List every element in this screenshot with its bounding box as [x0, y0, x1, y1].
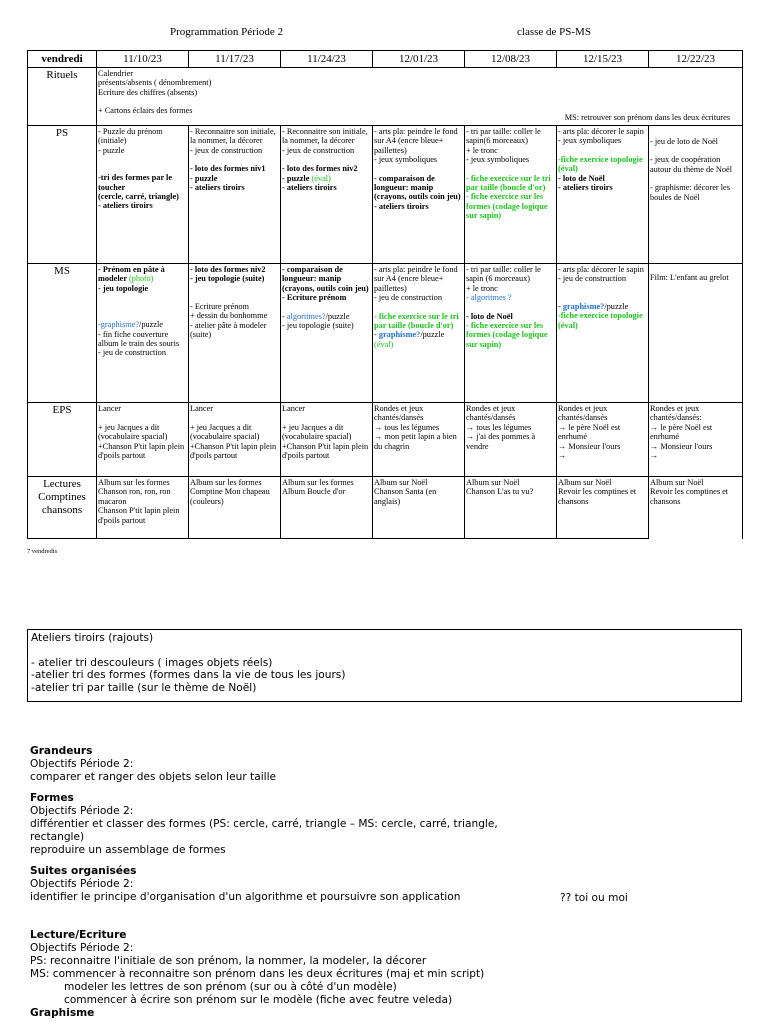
cell-text: - graphisme: décorer les boules de Noël — [650, 183, 730, 202]
objective-line: modeler les lettres de son prénom (sur ou à côté d'un modèle) — [64, 981, 397, 994]
cell-text: Rondes et jeux chantés/dansés → tous les légumes → mon petit lapin a bien du chagrin — [374, 404, 457, 451]
cell-text: Album sur Noël Revoir les comptines et chansons — [650, 478, 729, 506]
rituels-line: Calendrier — [98, 69, 134, 78]
date-header: 12/01/23 — [373, 51, 465, 68]
row-label: EPS — [28, 403, 97, 477]
cell-text: graphisme? — [378, 330, 421, 340]
ateliers-item: -atelier tri par taille (sur le thème de Noël) — [31, 682, 257, 695]
table-cell — [557, 403, 649, 477]
section-title: Grandeurs — [30, 745, 93, 757]
cell-text: - fiche exercice sur le tri par taille (boucle d'or) — [374, 311, 459, 330]
table-cell — [373, 126, 465, 264]
objectives-formes — [30, 792, 498, 857]
cell-text: - Reconnaitre son initiale, la nommer, la décorer - jeux de construction — [282, 127, 368, 155]
table-row-rituels — [28, 68, 743, 126]
cell-text: - arts pla: décorer le sapin - jeux symboliques — [558, 127, 644, 146]
programming-table — [27, 50, 743, 539]
table-cell — [97, 264, 189, 403]
ateliers-item: - atelier tri descouleurs ( images objets réels) — [31, 656, 273, 669]
cell-text: Album sur les formes Comptine Mon chapeau (couleurs) — [190, 478, 270, 506]
objectives-lecture — [30, 929, 484, 1020]
table-cell — [649, 264, 743, 403]
rituels-line: + Cartons éclairs des formes — [98, 106, 193, 116]
table-cell — [189, 403, 281, 477]
cell-text: /puzzle — [604, 301, 629, 311]
cell-text: - loto de Noël — [466, 311, 513, 321]
cell-text: - Reconnaitre son initiale, la nommer, la décorer - jeux de construction — [190, 127, 276, 155]
table-cell — [465, 477, 557, 539]
section-title: Lecture/Ecriture — [30, 929, 127, 941]
row-label: Lectures Comptines chansons — [28, 477, 97, 539]
table-cell — [649, 477, 743, 539]
cell-text: Album sur Noël Chanson L'as tu vu? — [466, 478, 534, 497]
table-cell — [97, 477, 189, 539]
table-header-row — [28, 51, 743, 68]
date-header: 12/22/23 — [649, 51, 743, 68]
cell-text: -graphisme? — [98, 320, 140, 330]
objectives-suites — [30, 865, 460, 904]
cell-text: - jeu topologie — [98, 283, 149, 293]
rituels-line: présents/absents ( dénombrement) — [98, 78, 212, 88]
cell-text: Album sur les formes Album Boucle d'or — [282, 478, 354, 497]
table-cell — [465, 403, 557, 477]
cell-text: - arts pla: peindre le fond sur A4 (encre bleue+ paillettes) - jeu de construction — [374, 265, 458, 303]
rituels-line: Ecriture des chiffres (absents) — [98, 87, 198, 97]
cell-text: - jeu de loto de Noël — [650, 137, 718, 146]
cell-text: - tri par taille: coller le sapin (6 morceaux) + le tronc — [466, 265, 541, 293]
ateliers-box — [27, 629, 742, 702]
page-title: Programmation Période 2 — [170, 26, 284, 38]
cell-text: graphisme? — [562, 301, 605, 311]
cell-text: -fiche exercice topologie (éval) — [558, 154, 643, 174]
rituels-ms-note: MS: retrouver son prénom dans les deux écritures — [564, 112, 730, 122]
objective-line: reproduire un assemblage de formes — [30, 844, 226, 857]
objective-line: commencer à écrire son prénom sur le modèle (fiche avec feutre veleda) — [64, 994, 453, 1007]
rituels-cell — [97, 68, 743, 126]
table-cell — [465, 126, 557, 264]
table-cell — [189, 126, 281, 264]
cell-text: /puzzle — [420, 330, 445, 340]
cell-text: Album sur Noël Revoir les comptines et chansons — [558, 478, 637, 506]
cell-text: - ateliers tiroirs — [282, 182, 337, 192]
table-cell — [557, 264, 649, 403]
cell-text: - jeux de coopération autour du thème de Noël — [650, 155, 733, 174]
cell-text: Album sur Noël Chanson Santa (en anglais) — [374, 478, 437, 506]
table-cell — [557, 477, 649, 539]
table-cell — [97, 126, 189, 264]
table-row-eps — [28, 403, 743, 477]
table-cell — [281, 126, 373, 264]
table-cell — [189, 264, 281, 403]
table-row-lectures — [28, 477, 743, 539]
cell-text: - arts pla: décorer le sapin - jeu de construction — [558, 265, 644, 284]
table-cell — [373, 264, 465, 403]
ateliers-item: -atelier tri des formes (formes dans la vie de tous les jours) — [31, 669, 346, 682]
objective-line: PS: reconnaitre l'initiale de son prénom, la nommer, la modeler, la décorer — [30, 955, 427, 968]
cell-text: Rondes et jeux chantés/dansés → tous les légumes → j'ai des pommes à vendre — [466, 404, 536, 451]
cell-text: Rondes et jeux chantés/dansés → le père Noël est enrhumé → Monsieur l'ours → — [558, 404, 621, 460]
cell-text: - — [374, 330, 379, 340]
table-cell — [281, 264, 373, 403]
date-header: 11/17/23 — [189, 51, 281, 68]
objective-line: Objectifs Période 2: — [30, 878, 134, 891]
table-cell — [649, 403, 743, 477]
cell-text: - tri par taille: coller le sapin(6 morceaux) + le tronc - jeux symboliques — [466, 127, 541, 165]
class-label: classe de PS-MS — [517, 26, 591, 38]
table-cell — [465, 264, 557, 403]
cell-text: /puzzle — [139, 320, 163, 330]
cell-text: Film: L'enfant au grelot — [650, 273, 729, 282]
cell-text: algoritmes? — [286, 311, 326, 321]
cell-text: Lancer + jeu Jacques a dit (vocabulaire spacial) +Chanson P'tit lapin plein d'poils partout — [190, 404, 277, 460]
cell-text: Lancer + jeu Jacques a dit (vocabulaire spacial) +Chanson P'tit lapin plein d'poils partout — [282, 404, 369, 460]
table-cell — [557, 126, 649, 264]
row-label: MS — [28, 264, 97, 403]
cell-text: - fiche exercice sur les formes (codage logique sur sapin) — [466, 320, 548, 349]
objective-line: comparer et ranger des objets selon leur taille — [30, 771, 277, 784]
table-cell — [189, 477, 281, 539]
corner-header: vendredi — [28, 51, 97, 68]
objective-line: Objectifs Période 2: — [30, 805, 134, 818]
objective-line: MS: commencer à reconnaitre son prénom dans les deux écritures (maj et min script) — [30, 968, 485, 981]
objective-line: Objectifs Période 2: — [30, 758, 134, 771]
objectives-grandeurs — [30, 745, 276, 784]
cell-text: - loto des formes niv1 - puzzle - ateliers tiroirs — [190, 164, 266, 192]
objective-line: identifier le principe d'organisation d'un algorithme et poursuivre son application — [30, 891, 461, 904]
cell-text: - algoritmes ? — [466, 293, 512, 303]
row-label: PS — [28, 126, 97, 264]
cell-text: - arts pla: peindre le fond sur A4 (encre bleue+ paillettes) - jeux symboliques — [374, 127, 458, 165]
cell-text: - loto de Noël - ateliers tiroirs — [558, 173, 613, 192]
cell-text: Rondes et jeux chantés/dansés: → le père Noël est enrhumé → Monsieur l'ours → — [650, 404, 713, 460]
table-cell — [97, 403, 189, 477]
footnote: 7 vendredis — [27, 548, 58, 555]
cell-text: - comparaison de longueur: manip (crayons, outils coin jeu) - Ecriture prénom — [282, 265, 369, 303]
photo-mark: (photo) — [128, 274, 154, 284]
cell-text: - fin fiche couverture album le train des souris - jeu de construction — [98, 329, 180, 358]
row-label: Rituels — [28, 68, 97, 126]
cell-text: - — [558, 301, 563, 311]
cell-text: - fiche exercice sur le tri par taille (boucle d'or) - fiche exercice sur les formes (codage logique sur sapin) — [466, 173, 551, 220]
table-cell — [281, 477, 373, 539]
cell-text: - — [282, 311, 287, 321]
cell-text: /puzzle — [325, 311, 350, 321]
section-title: Suites organisées — [30, 865, 137, 877]
date-header: 11/10/23 — [97, 51, 189, 68]
cell-text: Lancer + jeu Jacques a dit (vocabulaire spacial) +Chanson P'tit lapin plein d'poils partout — [98, 404, 185, 460]
cell-text: - Prénom en pâte à modeler — [98, 265, 165, 284]
table-row-ms — [28, 264, 743, 403]
cell-text: - jeu topologie (suite) — [282, 320, 354, 330]
table-cell — [281, 403, 373, 477]
cell-text: - Ecriture prénom + dessin du bonhomme - atelier pâte à modeler (suite) — [190, 301, 268, 339]
date-header: 11/24/23 — [281, 51, 373, 68]
suites-note: ?? toi ou moi — [560, 892, 628, 904]
date-header: 12/15/23 — [557, 51, 649, 68]
cell-text: - loto des formes niv2 - jeu topologie (suite) — [190, 265, 266, 284]
section-title: Formes — [30, 792, 74, 804]
table-cell — [649, 126, 743, 264]
ateliers-title: Ateliers tiroirs (rajouts) — [31, 632, 154, 644]
date-header: 12/08/23 — [465, 51, 557, 68]
cell-text: - loto des formes niv2 — [282, 164, 358, 174]
cell-text: - comparaison de longueur: manip (crayons, outils coin jeu) - ateliers tiroirs — [374, 173, 461, 211]
eval-mark: (éval) — [374, 339, 394, 349]
section-title: Graphisme — [30, 1007, 95, 1020]
cell-text: -fiche exercice topologie (éval) — [558, 311, 643, 330]
table-row-ps — [28, 126, 743, 264]
cell-text: -tri des formes par le toucher (cercle, carré, triangle) - ateliers tiroirs — [98, 173, 179, 211]
table-cell — [373, 477, 465, 539]
objective-line: rectangle) — [30, 831, 85, 844]
objective-line: Objectifs Période 2: — [30, 942, 134, 955]
objective-line: différentier et classer des formes (PS: cercle, carré, triangle – MS: cercle, carré, triangle, — [30, 818, 498, 831]
cell-text: Album sur les formes Chanson ron, ron, ron macaron Chanson P'tit lapin plein d'poils partout — [98, 478, 180, 525]
cell-text: - Puzzle du prénom (initiale) - puzzle — [98, 127, 163, 155]
cell-text: - puzzle — [282, 173, 312, 183]
eval-mark: (éval) — [311, 173, 331, 183]
table-cell — [373, 403, 465, 477]
